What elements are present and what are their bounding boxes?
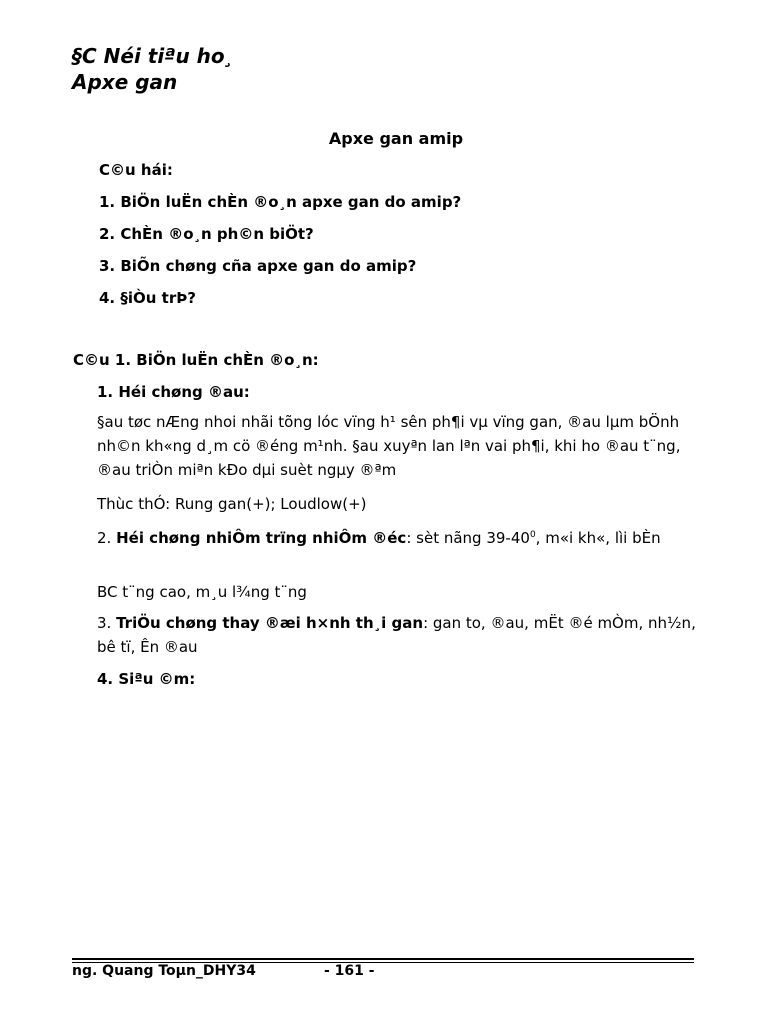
sub2-tail: , m«i kh«, lìi bÈn <box>535 529 661 547</box>
sub2-superscript: 0 <box>529 530 536 540</box>
document-title: Apxe gan amip <box>328 129 464 148</box>
answer-1-sub2 <box>97 523 697 550</box>
question-4: 4. §iÒu trÞ? <box>99 289 196 307</box>
answer-1-sub1-paragraph: §au tøc nÆng nhoi nhãi tõng lóc vïng h¹ sên ph¶i vµ vïng gan, ®au lµm bÖnh nh©n kh«ng d¸m cö ®éng m¹nh. §au xuyªn lan lªn vai ph¶i, khi ho ®au t¨ng, ®au triÒn miªn kÐo dµi suèt ngµy ®ªm <box>97 413 681 479</box>
header-subtitle: Apxe gan <box>72 70 178 94</box>
sub2-text: : sèt nãng 39-40 <box>406 529 530 547</box>
question-3: 3. BiÕn chøng cña apxe gan do amip? <box>99 257 417 275</box>
header-section: §C Néi tiªu ho¸ <box>72 44 235 68</box>
sub2-bold-text: Héi chøng nhiÔm trïng nhiÔm ®éc <box>116 529 407 547</box>
answer-1-sub1-exam: Thùc thÓ: Rung gan(+); Loudlow(+) <box>97 495 367 513</box>
sub3-bold-text: TriÖu chøng thay ®æi h×nh th¸i gan <box>116 614 424 632</box>
questions-label: C©u hái: <box>99 161 173 179</box>
footer-rule-thick <box>72 958 694 960</box>
sub3-text: : gan to, ®au, mËt ®é mÒm, nh½n, bê tï, Ên ®au <box>97 614 696 656</box>
question-2: 2. ChÈn ®o¸n ph©n biÖt? <box>99 225 314 243</box>
answer-1-heading: C©u 1. BiÖn luËn chÈn ®o¸n: <box>73 351 319 369</box>
footer-page-number: - 161 - <box>324 963 375 979</box>
answer-1-sub4-heading: 4. Siªu ©m: <box>97 670 196 688</box>
sub3-number: 3. <box>97 614 112 632</box>
answer-1-sub3 <box>97 611 697 659</box>
answer-1-sub1-heading: 1. Héi chøng ®au: <box>97 383 250 401</box>
question-1: 1. BiÖn luËn chÈn ®o¸n apxe gan do amip? <box>99 193 462 211</box>
answer-1-sub2-extra: BC t¨ng cao, m¸u l¾ng t¨ng <box>97 583 307 601</box>
sub2-number: 2. <box>97 529 112 547</box>
footer-author: ng. Quang Toµn_DHY34 <box>72 963 256 979</box>
